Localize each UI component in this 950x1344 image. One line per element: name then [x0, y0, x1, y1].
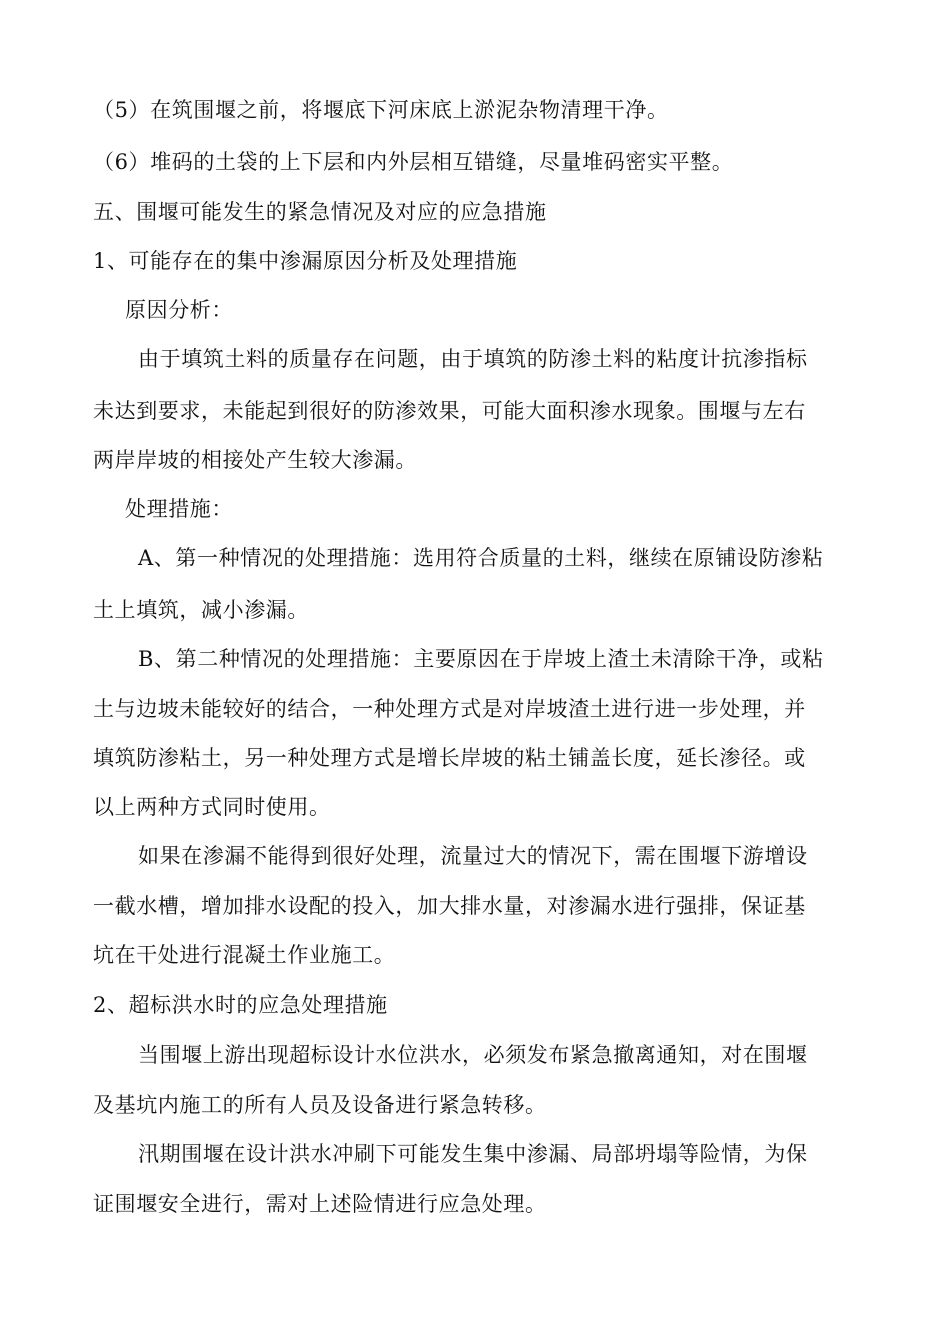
subsection-heading-2: 2、超标洪水时的应急处理措施: [93, 993, 388, 1017]
paragraph-case-b-line-4: 以上两种方式同时使用。: [93, 795, 331, 819]
paragraph-leakage-line-1: 如果在渗漏不能得到很好处理，流量过大的情况下，需在围堰下游增设: [138, 844, 808, 868]
paragraph-cause-line-1: 由于填筑土料的质量存在问题，由于填筑的防渗土料的粘度计抗渗指标: [138, 347, 808, 371]
paragraph-case-a-line-1: A、第一种情况的处理措施：选用符合质量的土料，继续在原铺设防渗粘: [138, 546, 824, 570]
paragraph-flood-line-1: 当围堰上游出现超标设计水位洪水，必须发布紧急撤离通知，对在围堰: [138, 1043, 808, 1067]
paragraph-flood-line-2: 及基坑内施工的所有人员及设备进行紧急转移。: [93, 1093, 547, 1117]
paragraph-case-b-line-1: B、第二种情况的处理措施：主要原因在于岸坡上渣土未清除干净，或粘: [138, 647, 824, 671]
label-treatment: 处理措施：: [125, 497, 233, 521]
text-line-item6: （6）堆码的土袋的上下层和内外层相互错缝，尽量堆码密实平整。: [93, 150, 734, 174]
paragraph-cause-line-3: 两岸岸坡的相接处产生较大渗漏。: [93, 448, 417, 472]
subsection-heading-1: 1、可能存在的集中渗漏原因分析及处理措施: [93, 249, 518, 273]
paragraph-flood-season-line-2: 证围堰安全进行，需对上述险情进行应急处理。: [93, 1192, 547, 1216]
label-cause-analysis: 原因分析：: [125, 298, 233, 322]
paragraph-leakage-line-2: 一截水槽，增加排水设配的投入，加大排水量，对渗漏水进行强排，保证基: [93, 894, 806, 918]
paragraph-cause-line-2: 未达到要求，未能起到很好的防渗效果，可能大面积渗水现象。围堰与左右: [93, 399, 806, 423]
paragraph-case-a-line-2: 土上填筑，减小渗漏。: [93, 598, 309, 622]
text-line-item5: （5）在筑围堰之前，将堰底下河床底上淤泥杂物清理干净。: [93, 98, 669, 122]
paragraph-case-b-line-3: 填筑防渗粘土，另一种处理方式是增长岸坡的粘土铺盖长度，延长渗径。或: [93, 746, 806, 770]
section-heading-5: 五、围堰可能发生的紧急情况及对应的应急措施: [93, 200, 547, 224]
paragraph-flood-season-line-1: 汛期围堰在设计洪水冲刷下可能发生集中渗漏、局部坍塌等险情，为保: [138, 1142, 808, 1166]
paragraph-case-b-line-2: 土与边坡未能较好的结合，一种处理方式是对岸坡渣土进行进一步处理，并: [93, 697, 806, 721]
paragraph-leakage-line-3: 坑在干处进行混凝土作业施工。: [93, 943, 396, 967]
